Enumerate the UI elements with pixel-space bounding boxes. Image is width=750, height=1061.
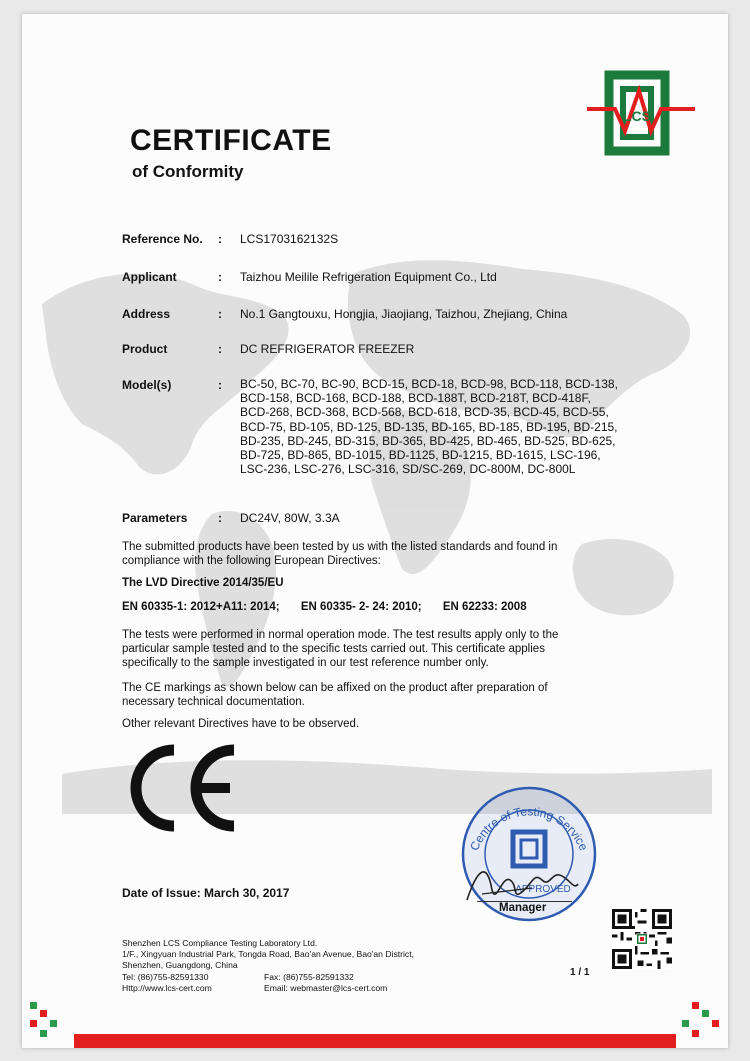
parameters-label: Parameters bbox=[122, 511, 188, 525]
ce-marking-note: The CE markings as shown below can be affixed on the product after preparation of necessary technical documentation. bbox=[122, 682, 548, 708]
intro-text: The submitted products have been tested by us with the listed standards and found in compliance with the following European Directives: bbox=[122, 541, 558, 567]
manager-title: Manager bbox=[499, 902, 547, 914]
applicant-label: Applicant bbox=[122, 270, 177, 284]
corner-square bbox=[40, 1030, 47, 1037]
corner-square bbox=[40, 1010, 47, 1017]
qr-code bbox=[612, 909, 672, 969]
page-number: 1 / 1 bbox=[570, 967, 590, 978]
standard-item: EN 60335- 2- 24: 2010; bbox=[300, 601, 422, 613]
certificate-subtitle: of Conformity bbox=[132, 162, 244, 181]
lcs-logo bbox=[587, 69, 697, 159]
lab-email: Email: webmaster@lcs-cert.com bbox=[264, 982, 388, 993]
footer-red-bar bbox=[74, 1034, 676, 1048]
colon: : bbox=[218, 270, 222, 284]
other-directives-note: Other relevant Directives have to be observed. bbox=[122, 718, 360, 730]
corner-square bbox=[30, 1020, 37, 1027]
lab-name: Shenzhen LCS Compliance Testing Laboratory Ltd. bbox=[122, 938, 318, 948]
ce-mark-logo bbox=[122, 742, 242, 834]
lab-phone-row bbox=[122, 972, 482, 983]
colon: : bbox=[218, 307, 222, 321]
corner-square bbox=[692, 1030, 699, 1037]
certificate-title: CERTIFICATE bbox=[130, 124, 332, 157]
colon: : bbox=[218, 232, 222, 246]
lab-fax: Fax: (86)755-82591332 bbox=[264, 971, 354, 982]
directive-text: The LVD Directive 2014/35/EU bbox=[122, 577, 284, 589]
date-of-issue: Date of Issue: March 30, 2017 bbox=[122, 886, 290, 900]
lab-footer bbox=[122, 938, 482, 994]
lab-tel: Tel: (86)755-82591330 bbox=[122, 971, 209, 982]
standards-list bbox=[122, 601, 545, 613]
colon: : bbox=[218, 511, 222, 525]
models-label: Model(s) bbox=[122, 378, 172, 392]
applicant-value: Taizhou Meilile Refrigeration Equipment Co., Ltd bbox=[240, 270, 497, 284]
tests-note: The tests were performed in normal operation mode. The test results apply only to the particular sample tested and to the specific tests carried out. This certificate applies specifically to the sample investigated in our test reference number only. bbox=[122, 629, 559, 669]
corner-square bbox=[682, 1020, 689, 1027]
reference-value: LCS1703162132S bbox=[240, 232, 339, 246]
corner-square bbox=[30, 1002, 37, 1009]
colon: : bbox=[218, 342, 222, 356]
lab-web-row bbox=[122, 983, 482, 994]
standard-item: EN 62233: 2008 bbox=[442, 601, 527, 613]
product-label: Product bbox=[122, 342, 168, 356]
lab-address-line-1: 1/F., Xingyuan Industrial Park, Tongda Road, Bao'an Avenue, Bao'an District, bbox=[122, 949, 414, 960]
address-value: No.1 Gangtouxu, Hongjia, Jiaojiang, Taizhou, Zhejiang, China bbox=[240, 307, 568, 321]
logo-lettering: LCS bbox=[623, 108, 651, 124]
models-value: BC-50, BC-70, BC-90, BCD-15, BCD-18, BCD-98, BCD-118, BCD-138, BCD-158, BCD-168, BCD-188, BCD-188T, BCD-218T, BCD-418F, BCD-268, BCD-368, BCD-568, BCD-618, BCD-35, BCD-45, BCD-55, BCD-75, BD-105, BD-125, BD-135, BD-165, BD-185, BD-195, BD-215, BD-235, BD-245, BD-315, BD-365, BD-425, BD-465, BD-525, BD-625, BD-725, BD-865, BD-1015, BD-1125, BD-1215, BD-1615, LSC-196, LSC-236, LSC-276, LSC-316, SD/SC-269, DC-800M, DC-800L bbox=[240, 377, 618, 477]
stamp-approved-text: APPROVED bbox=[515, 884, 571, 895]
reference-label: Reference No. bbox=[122, 232, 203, 246]
colon: : bbox=[218, 378, 222, 392]
parameters-value: DC24V, 80W, 3.3A bbox=[240, 511, 340, 525]
corner-square bbox=[50, 1020, 57, 1027]
stamp-arc-text: Centre of Testing Service bbox=[467, 804, 591, 853]
standard-item: EN 60335-1: 2012+A11: 2014; bbox=[122, 601, 280, 613]
lab-website: Http://www.lcs-cert.com bbox=[122, 982, 212, 993]
corner-square bbox=[712, 1020, 719, 1027]
lab-address-line-2: Shenzhen, Guangdong, China bbox=[122, 960, 238, 971]
corner-square bbox=[692, 1002, 699, 1009]
address-label: Address bbox=[122, 307, 171, 321]
product-value: DC REFRIGERATOR FREEZER bbox=[240, 342, 415, 356]
certificate-sheet bbox=[22, 14, 728, 1048]
corner-square bbox=[702, 1010, 709, 1017]
